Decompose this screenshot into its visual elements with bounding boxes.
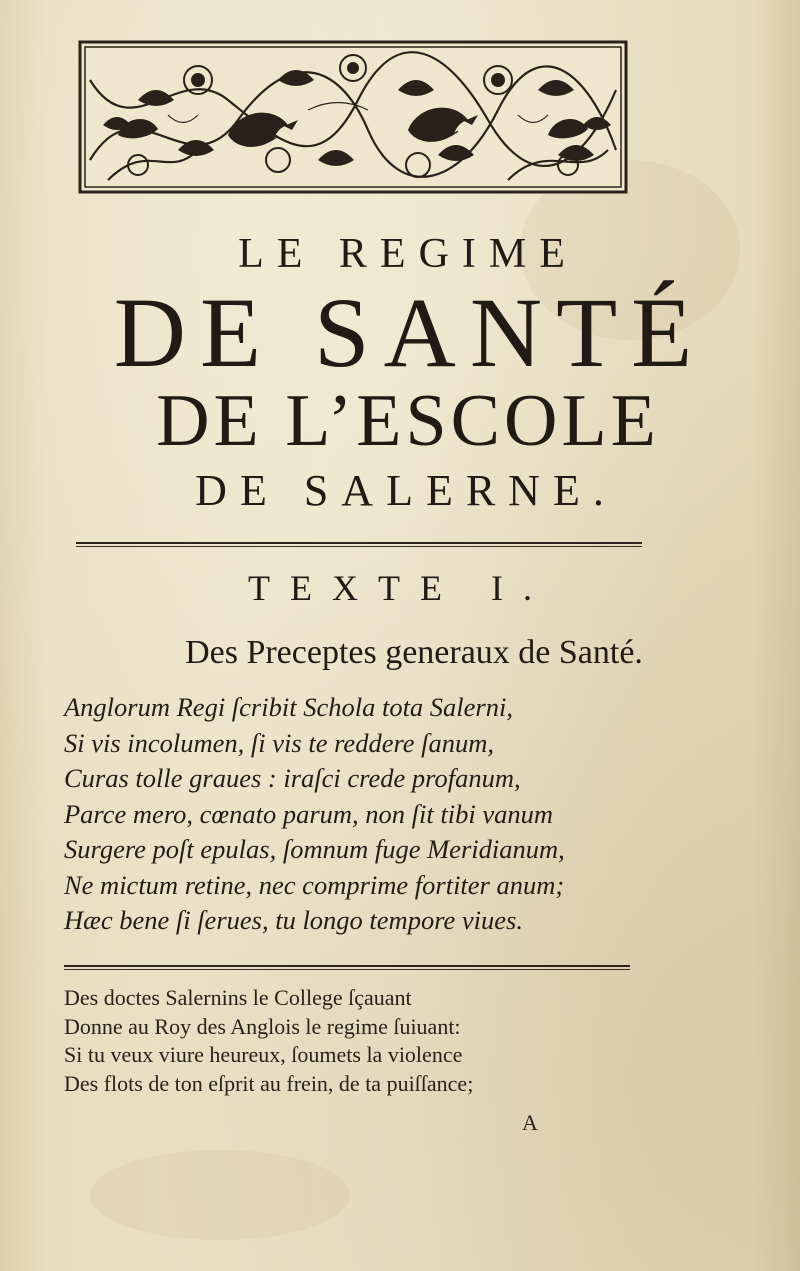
section-subtitle: Des Preceptes generaux de Santé. [185, 634, 643, 671]
divider-rule [64, 965, 630, 967]
title-line-salerne: DE SALERNE. [195, 466, 617, 515]
divider-rule [76, 542, 642, 544]
latin-verse-line: Parce mero, cœnato parum, non ſit tibi vanum [64, 798, 553, 829]
latin-verse-line: Anglorum Regi ſcribit Schola tota Salerni, [64, 692, 513, 722]
latin-verse-line: Curas tolle graues : iraſci crede profanum, [64, 763, 521, 793]
latin-verse-line: Hæc bene ſi ſerues, tu longo tempore viues. [64, 905, 523, 935]
latin-verse-line: Surgere poſt epulas, ſomnum fuge Meridianum, [64, 834, 565, 864]
latin-verse-line: Ne mictum retine, nec comprime fortiter anum; [64, 869, 565, 900]
title-line-regime: LE REGIME [238, 231, 578, 277]
french-verse [64, 984, 624, 1098]
latin-verse-line: Si vis incolumen, ſi vis te reddere ſanum, [64, 727, 495, 758]
title-line-sante: DE SANTÉ [113, 277, 707, 388]
french-verse-line: Des doctes Salernins le College ſçauant [64, 985, 412, 1010]
title-line-escole: DE L’ESCOLE [156, 380, 660, 462]
section-heading: TEXTE I. [248, 568, 552, 608]
floral-birds-headpiece-ornament [78, 40, 628, 194]
signature-mark: A [522, 1110, 538, 1135]
paper-stain [90, 1150, 350, 1240]
french-verse-line: Des flots de ton eſprit au frein, de ta puiſſance; [64, 1070, 474, 1096]
french-verse-line: Si tu veux viure heureux, ſoumets la violence [64, 1042, 463, 1067]
latin-verse [64, 690, 744, 939]
french-verse-line: Donne au Roy des Anglois le regime ſuiuant: [64, 1013, 461, 1039]
